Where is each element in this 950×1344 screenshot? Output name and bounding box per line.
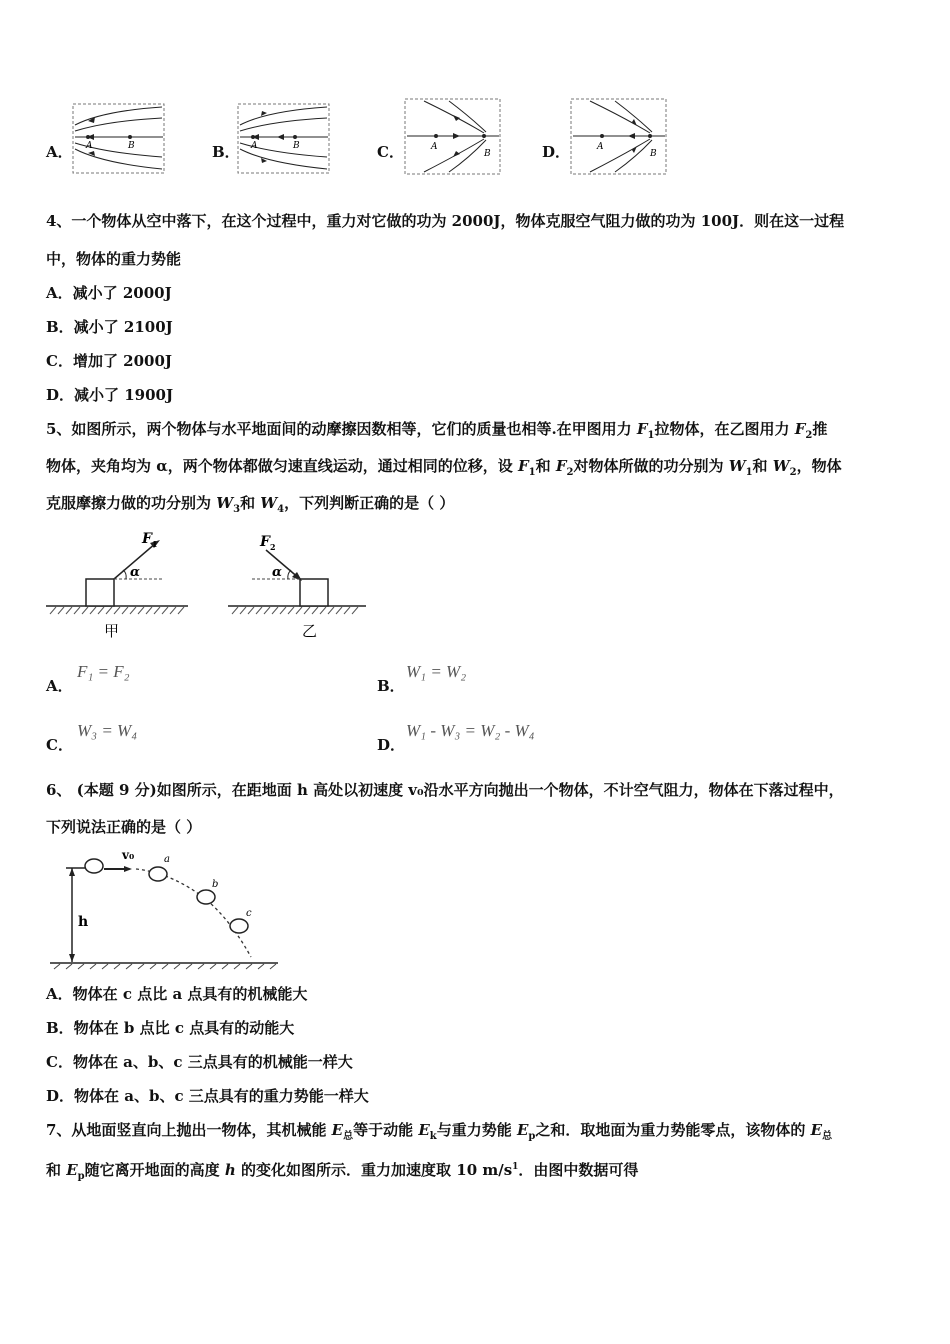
q7-stem-line2: 和 $E_p$随它离开地面的高度 h 的变化如图所示．重力加速度取 10 $m/s^1$．由图中数据可得 [46,1161,639,1182]
q5-jia-force-label: F [142,531,152,547]
q3-b-point-a: A [251,141,258,151]
q3-a-point-a: A [86,141,93,151]
q5-figure-yi [226,526,368,640]
q3-option-c-figure[interactable] [404,98,502,176]
q4-option-c[interactable]: C．增加了 2000J [46,352,173,370]
q6-option-d[interactable]: D．物体在 a、b、c 三点具有的重力势能一样大 [46,1087,369,1105]
q6-figure [46,842,282,970]
q3-d-point-a: A [597,142,604,152]
svg-text:2: 2 [270,542,276,552]
q3-a-point-b: B [128,141,135,151]
q5-option-a-formula[interactable]: F₁ = F₂ [77,662,130,681]
q4-option-d[interactable]: D．减小了 1900J [46,386,174,404]
q6-stem-line2: 下列说法正确的是（ ） [46,818,202,836]
q3-c-point-a: A [431,142,438,152]
q3-option-d-figure[interactable] [570,98,668,176]
q4-stem-line1: 4、一个物体从空中落下，在这个过程中，重力对它做的功为 2000J，物体克服空气阻力做的功为 100J．则在这一过程 [46,212,845,230]
q3-option-b-figure[interactable] [237,103,331,175]
q3-c-point-b: B [484,149,491,159]
q5-option-b-label[interactable]: B． [377,677,405,695]
q6-stem-line1: 6、 (本题 9 分)如图所示，在距地面 h 高处以初速度 v₀沿水平方向抛出一个物体，不计空气阻力，物体在下落过程中， [46,781,844,799]
q3-option-d-label[interactable]: D． [542,143,571,161]
q3-option-c-label[interactable]: C． [377,143,404,161]
q5-option-d-formula[interactable]: W₁ - W₃ = W₂ - W₄ [406,721,535,740]
q6-option-b[interactable]: B．物体在 b 点比 c 点具有的动能大 [46,1019,295,1037]
q5-yi-caption: 乙 [302,622,318,640]
q5-yi-force-label: F [260,534,270,550]
q5-figure-jia [44,526,192,640]
q6-h-label: h [78,914,89,930]
q5-jia-caption: 甲 [104,622,120,640]
q6-point-a-label: a [164,854,170,865]
q3-d-point-b: B [650,149,657,159]
q6-point-c-label: c [246,908,252,919]
q6-point-b-label: b [212,879,219,890]
q5-option-a-label[interactable]: A． [46,677,73,695]
q5-stem-line2: 物体，夹角均为 α，两个物体都做匀速直线运动，通过相同的位移，设 $F_1$和 $F_2$对物体所做的功分别为 $W_1$和 $W_2$，物体 [46,457,842,478]
q5-stem-line1: 5、如图所示，两个物体与水平地面间的动摩擦因数相等，它们的质量也相等.在甲图用力 $F_1$拉物体，在乙图用力 $F_2$推 [46,420,828,441]
q5-option-c-label[interactable]: C． [46,736,73,754]
q4-stem-line2: 中，物体的重力势能 [46,250,182,268]
q4-option-a[interactable]: A．减小了 2000J [46,284,172,302]
q5-stem-line3: 克服摩擦力做的功分别为 $W_3$和 $W_4$，下列判断正确的是（ ） [46,494,455,515]
q6-option-c[interactable]: C．物体在 a、b、c 三点具有的机械能一样大 [46,1053,353,1071]
q3-b-point-b: B [293,141,300,151]
q5-yi-angle-label: α [272,565,283,580]
q7-stem-line1: 7、从地面竖直向上抛出一物体，其机械能 $E_总$等于动能 $E_k$与重力势能 $E_p$之和．取地面为重力势能零点，该物体的 $E_总$ [46,1121,833,1142]
q5-option-c-formula[interactable]: W₃ = W₄ [77,721,138,740]
q6-option-a[interactable]: A．物体在 c 点比 a 点具有的机械能大 [46,985,308,1003]
q4-option-b[interactable]: B．减小了 2100J [46,318,173,336]
q3-option-a-figure[interactable] [72,103,166,175]
q5-option-b-formula[interactable]: W₁ = W₂ [406,662,467,681]
q5-option-d-label[interactable]: D． [377,736,406,754]
q3-option-a-label[interactable]: A． [46,143,73,161]
q6-v0-label: v₀ [122,848,135,862]
svg-text:1: 1 [152,539,158,549]
q3-option-b-label[interactable]: B． [212,143,240,161]
q5-jia-angle-label: α [130,565,141,580]
